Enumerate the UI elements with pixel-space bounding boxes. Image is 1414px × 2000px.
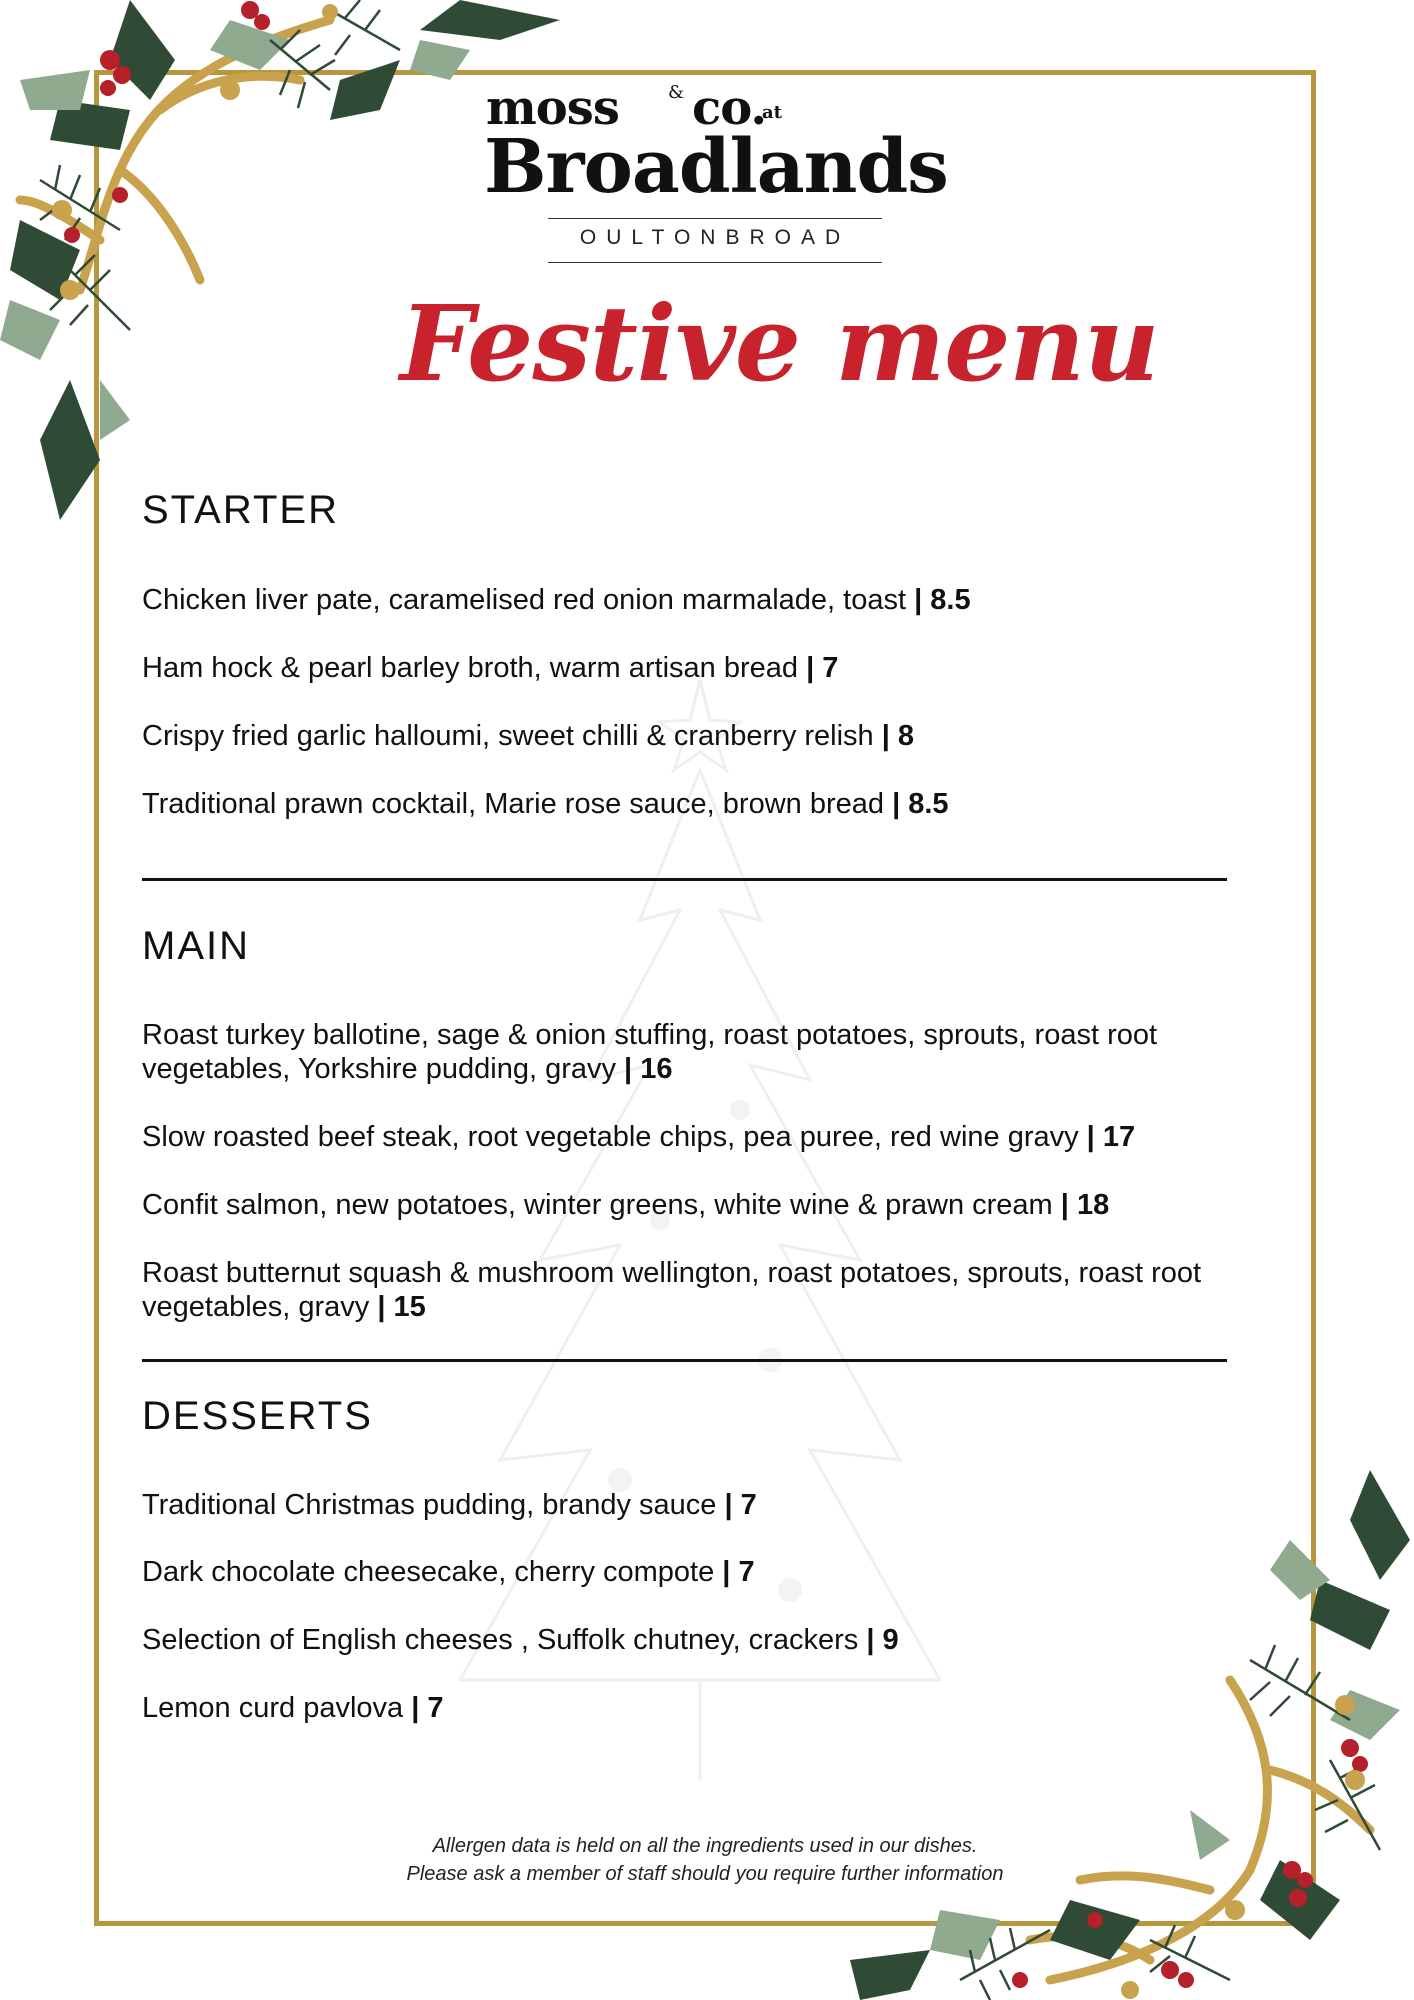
brand-rule-bottom bbox=[548, 262, 882, 263]
menu-item-text: Roast turkey ballotine, sage & onion stuffing, roast potatoes, sprouts, roast root vegetables, Yorkshire pudding, gravy bbox=[142, 1019, 1158, 1085]
menu-item bbox=[142, 719, 1292, 753]
allergen-note-line1: Allergen data is held on all the ingredients used in our dishes. bbox=[432, 1835, 978, 1857]
menu-item-price: | 8 bbox=[881, 720, 915, 752]
menu-item bbox=[142, 1623, 1292, 1657]
menu-item-text: Crispy fried garlic halloumi, sweet chilli & cranberry relish bbox=[142, 720, 882, 752]
menu-item-price: | 8.5 bbox=[892, 788, 949, 820]
menu-item bbox=[142, 1018, 1227, 1086]
menu-item-price: | 7 bbox=[411, 1692, 444, 1724]
menu-item-text: Traditional prawn cocktail, Marie rose sauce, brown bread bbox=[142, 788, 893, 820]
menu-item bbox=[142, 787, 1292, 821]
menu-item-price: | 7 bbox=[724, 1489, 757, 1521]
menu-title: Festive menu bbox=[400, 282, 1159, 405]
brand-location: OULTONBROAD bbox=[579, 226, 851, 249]
section-title-desserts: DESSERTS bbox=[142, 1394, 373, 1438]
menu-item bbox=[142, 1256, 1262, 1324]
menu-item-price: | 9 bbox=[866, 1624, 899, 1656]
menu-item-text: Traditional Christmas pudding, brandy sauce bbox=[142, 1489, 725, 1521]
menu-item bbox=[142, 1691, 1292, 1725]
menu-item-text: Chicken liver pate, caramelised red onion marmalade, toast bbox=[142, 584, 915, 616]
menu-item bbox=[142, 651, 1292, 685]
menu-item-text: Lemon curd pavlova bbox=[142, 1692, 412, 1724]
section-divider bbox=[142, 878, 1227, 881]
section-divider bbox=[142, 1359, 1227, 1362]
menu-item-text: Dark chocolate cheesecake, cherry compote bbox=[142, 1556, 723, 1588]
menu-item-text: Selection of English cheeses , Suffolk chutney, crackers bbox=[142, 1624, 867, 1656]
allergen-note-line2: Please ask a member of staff should you require further information bbox=[406, 1863, 1004, 1885]
menu-item bbox=[142, 1488, 1292, 1522]
menu-item-text: Roast butternut squash & mushroom wellington, roast potatoes, sprouts, roast root vegetables, gravy bbox=[142, 1257, 1202, 1323]
menu-item bbox=[142, 1555, 1292, 1589]
menu-item-price: | 16 bbox=[624, 1053, 673, 1085]
section-title-starter: STARTER bbox=[142, 488, 339, 532]
menu-item-price: | 7 bbox=[722, 1556, 755, 1588]
menu-item-text: Confit salmon, new potatoes, winter greens, white wine & prawn cream bbox=[142, 1189, 1061, 1221]
menu-item bbox=[142, 583, 1292, 617]
menu-item bbox=[142, 1120, 1292, 1154]
menu-item bbox=[142, 1188, 1292, 1222]
brand-at: at bbox=[762, 102, 782, 123]
allergen-note bbox=[300, 1832, 1110, 1888]
brand-ampersand: & bbox=[668, 82, 685, 103]
menu-item-price: | 8.5 bbox=[914, 584, 971, 616]
menu-item-text: Ham hock & pearl barley broth, warm artisan bread bbox=[142, 652, 807, 684]
menu-item-price: | 17 bbox=[1086, 1121, 1136, 1153]
menu-item-price: | 15 bbox=[377, 1291, 426, 1323]
brand-name-broadlands: Broadlands bbox=[484, 124, 948, 210]
brand-name-moss: moss bbox=[486, 80, 619, 136]
section-title-main: MAIN bbox=[142, 924, 250, 968]
menu-item-price: | 7 bbox=[806, 652, 839, 684]
brand-rule-top bbox=[548, 218, 882, 219]
brand-name-co: co. bbox=[692, 80, 767, 136]
menu-item-price: | 18 bbox=[1060, 1189, 1110, 1221]
menu-item-text: Slow roasted beef steak, root vegetable chips, pea puree, red wine gravy bbox=[142, 1121, 1087, 1153]
